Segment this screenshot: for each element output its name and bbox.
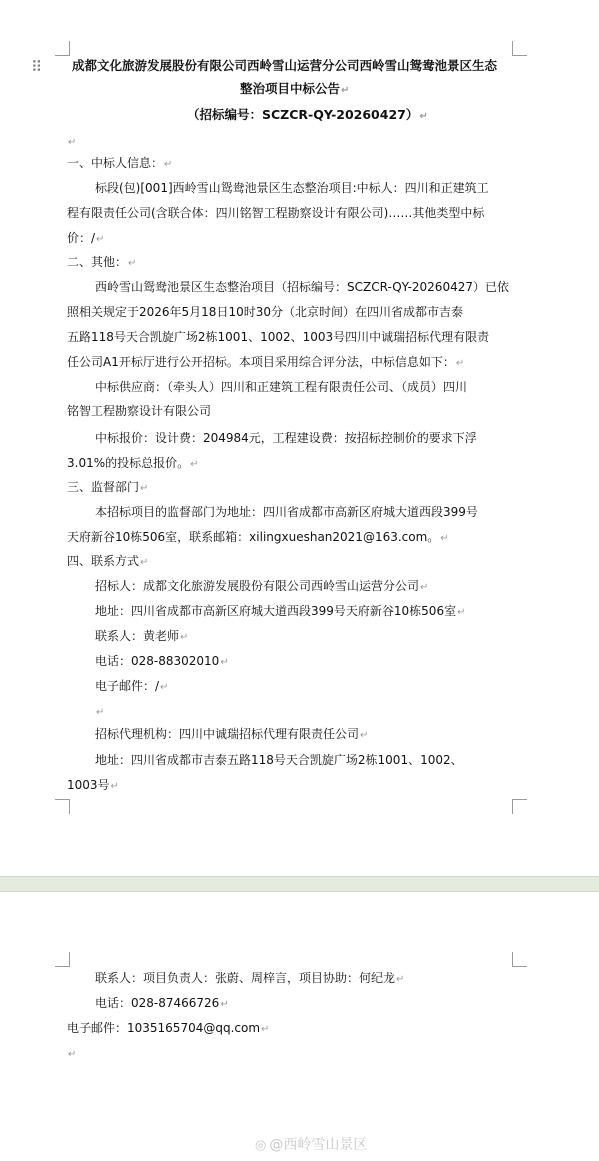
project-email: 电子邮件：1035165704@qq.com↵: [67, 1021, 270, 1035]
agency-name: 招标代理机构：四川中诚瑞招标代理有限责任公司↵: [95, 727, 369, 741]
paragraph-line: 中标报价：设计费：204984元，工程建设费：按招标控制价的要求下浮: [95, 431, 477, 445]
empty-paragraph: ↵: [68, 137, 77, 148]
watermark: ◎ @西岭雪山景区: [255, 1137, 368, 1153]
section-heading: 三、监督部门↵: [67, 480, 149, 494]
paragraph-line: 程有限责任公司(含联合体：四川铭智工程勘察设计有限公司)……其他类型中标: [67, 206, 485, 220]
agency-address: 1003号↵: [67, 778, 119, 792]
crop-mark: [55, 952, 70, 967]
section-heading: 四、联系方式↵: [67, 554, 149, 568]
section-heading: 一、中标人信息：↵: [67, 156, 173, 170]
paragraph-line: 任公司A1开标厅进行公开招标。本项目采用综合评分法，中标信息如下：↵: [67, 355, 465, 369]
project-phone: 电话：028-87466726↵: [95, 996, 229, 1010]
contact-tenderer: 招标人：成都文化旅游发展股份有限公司西岭雪山运营分公司↵: [95, 579, 429, 593]
weibo-icon: ◎: [255, 1138, 267, 1153]
empty-paragraph: ↵: [68, 1049, 77, 1060]
agency-address: 地址：四川省成都市吉泰五路118号天合凯旋广场2栋1001、1002、: [95, 753, 463, 767]
contact-address: 地址：四川省成都市高新区府城大道西段399号天府新谷10栋506室↵: [95, 604, 466, 618]
title-line: 成都文化旅游发展股份有限公司西岭雪山运营分公司西岭雪山鸳鸯池景区生态: [72, 58, 498, 73]
section-heading: 二、其他：↵: [67, 255, 137, 269]
empty-paragraph: ↵: [96, 707, 105, 718]
paragraph-line: 中标供应商：（牵头人）四川和正建筑工程有限责任公司、（成员）四川: [95, 380, 468, 394]
paragraph-line: 3.01%的投标总报价。↵: [67, 456, 199, 470]
paragraph-line: 天府新谷10栋506室，联系邮箱：xilingxueshan2021@163.com。↵: [67, 530, 449, 544]
paragraph-line: 五路118号天合凯旋广场2栋1001、1002、1003号四川中诚瑞招标代理有限责: [67, 330, 490, 344]
crop-mark: [55, 799, 70, 814]
document-page-2: [0, 892, 599, 1161]
paragraph-line: 标段(包)[001]西岭雪山鸳鸯池景区生态整治项目:中标人：四川和正建筑工: [95, 181, 489, 195]
crop-mark: [512, 41, 527, 56]
contact-email: 电子邮件：/↵: [95, 679, 169, 693]
project-contact: 联系人：项目负责人：张蔚、周梓言，项目协助：何纪龙↵: [95, 971, 405, 985]
title-line: 整治项目中标公告↵: [240, 81, 350, 96]
tender-number: （招标编号：SCZCR-QY-20260427）↵: [187, 107, 428, 122]
crop-mark: [512, 799, 527, 814]
crop-mark: [55, 41, 70, 56]
contact-person: 联系人：黄老师↵: [95, 629, 189, 643]
crop-mark: [512, 952, 527, 967]
page-separator: [0, 876, 599, 892]
paragraph-line: 西岭雪山鸳鸯池景区生态整治项目（招标编号：SCZCR-QY-20260427）已依: [95, 280, 509, 294]
paragraph-line: 本招标项目的监督部门为地址：四川省成都市高新区府城大道西段399号: [95, 505, 478, 519]
contact-phone: 电话：028-88302010↵: [95, 654, 229, 668]
paragraph-line: 铭智工程勘察设计有限公司: [67, 404, 212, 418]
drag-handle-icon[interactable]: ⠿: [31, 58, 41, 76]
paragraph-line: 价：/↵: [67, 231, 105, 245]
paragraph-line: 照相关规定于2026年5月18日10时30分（北京时间）在四川省成都市吉泰: [67, 305, 463, 319]
